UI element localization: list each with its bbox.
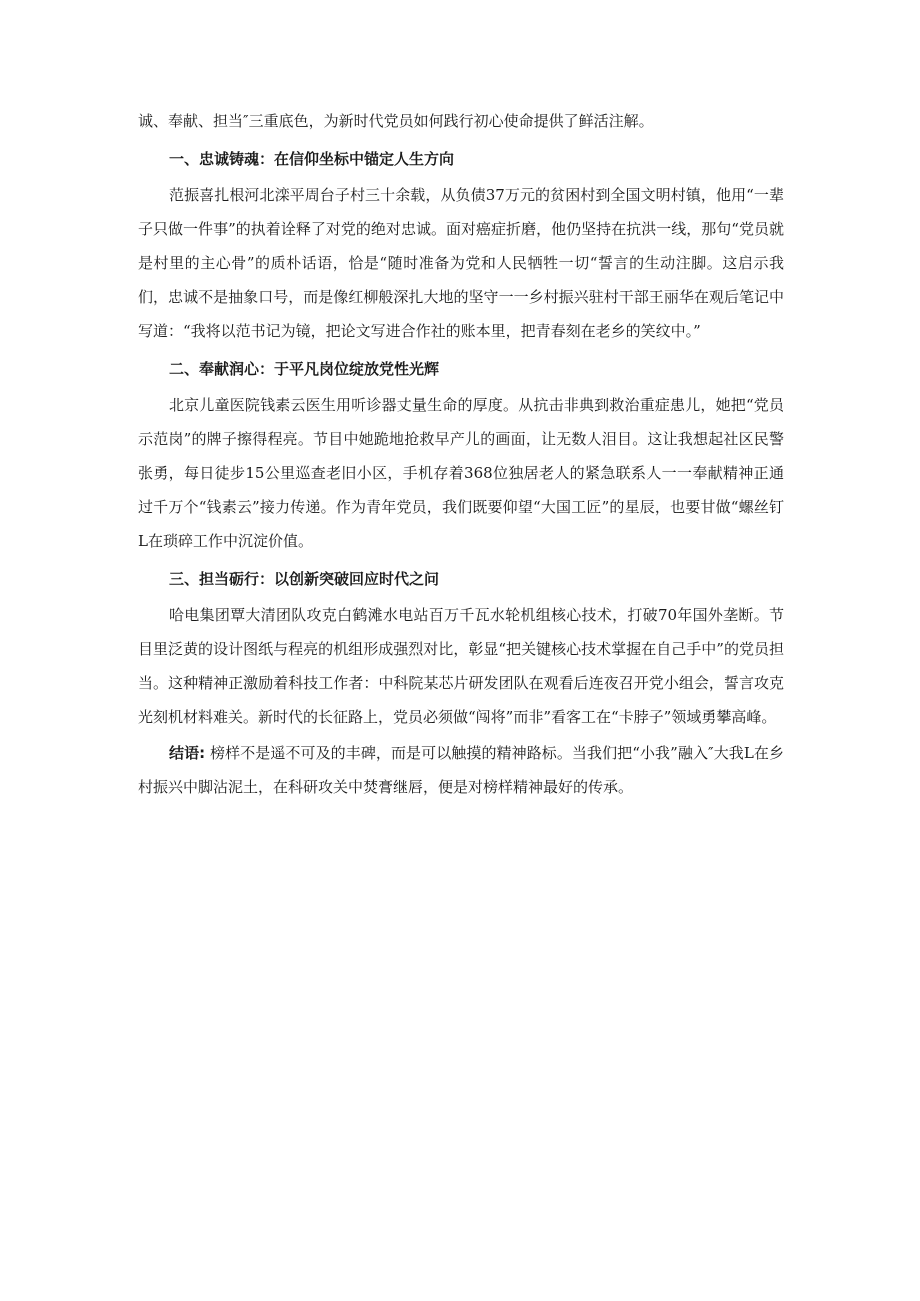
section-paragraph-dedication: 北京儿童医院钱素云医生用听诊器丈量生命的厚度。从抗击非典到救治重症患儿，她把“党员示范岗”的牌子擦得程亮。节目中她跪地抢救早产儿的画面，让无数人泪目。这让我想起社区民警张勇，每日徒步15公里巡查老旧小区，手机存着368位独居老人的紧急联系人一一奉献精神正通过千万个“钱素云”接力传递。作为青年党员，我们既要仰望“大国工匠”的星辰，也要甘做“螺丝钉L在琐碎工作中沉淀价值。	[138, 396, 784, 550]
conclusion-body: 榜样不是遥不可及的丰碑，而是可以触摸的精神路标。当我们把“小我”融入″大我L在乡村振兴中脚沾泥土，在科研攻关中焚膏继唇，便是对榜样精神最好的传承。	[138, 744, 784, 796]
section-paragraph-loyalty: 范振喜扎根河北滦平周台子村三十余载，从负债37万元的贫困村到全国文明村镇，他用“一辈子只做一件事”的执着诠释了对党的绝对忠诚。面对癌症折磨，他仍坚持在抗洪一线，那句“党员就是村里的主心骨”的质朴话语，恰是“随时准备为党和人民牺牲一切“誓言的生动注脚。这启示我们，忠诚不是抽象口号，而是像红柳般深扎大地的坚守一一乡村振兴驻村干部王丽华在观后笔记中写道：“我将以范书记为镜，把论文写进合作社的账本里，把青春刻在老乡的笑纹中。”	[138, 186, 784, 340]
conclusion-paragraph	[138, 736, 784, 804]
section-paragraph-responsibility: 哈电集团覃大清团队攻克白鹤滩水电站百万千瓦水轮机组核心技术，打破70年国外垄断。节目里泛黄的设计图纸与程亮的机组形成强烈对比，彰显“把关键核心技术掌握在自己手中”的党员担当。这种精神正激励着科技工作者：中科院某芯片研发团队在观看后连夜召开党小组会，誓言攻克光刻机材料难关。新时代的长征路上，党员必须做“闯将”而非”看客工在“卡脖子”领域勇攀高峰。	[138, 606, 784, 726]
section-heading-loyalty: 一、忠诚铸魂：在信仰坐标中锚定人生方向	[169, 150, 455, 168]
conclusion-colon: :	[199, 744, 206, 762]
section-heading-dedication: 二、奉献润心：于平凡岗位绽放党性光辉	[169, 360, 440, 378]
intro-paragraph-tail: 诚、奉献、担当″三重底色，为新时代党员如何践行初心使命提供了鲜活注解。	[138, 112, 654, 130]
section-heading-responsibility: 三、担当砺行：以创新突破回应时代之问	[169, 570, 440, 588]
conclusion-lead: 结语	[169, 744, 200, 762]
document-body	[138, 104, 784, 804]
